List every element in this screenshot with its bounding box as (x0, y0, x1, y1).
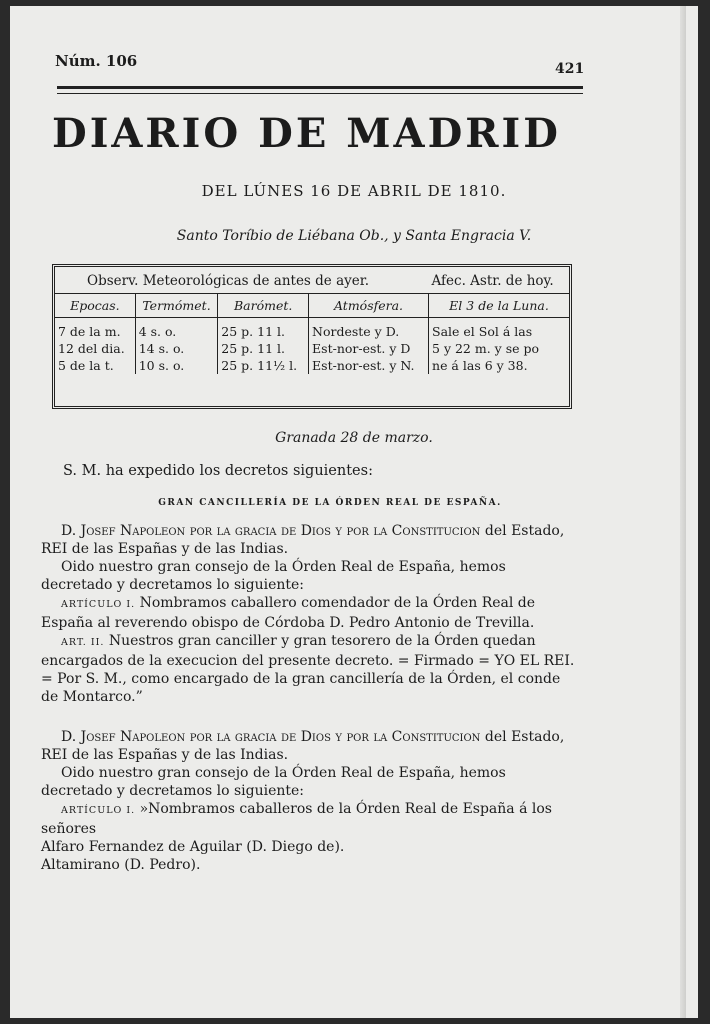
cell: Est-nor-est. y D (309, 340, 429, 357)
table-row (55, 357, 569, 374)
cell: Nordeste y D. (309, 318, 429, 341)
weather-table (52, 264, 572, 409)
page-number: 421 (555, 61, 585, 77)
weather-header-row (55, 294, 569, 318)
astro-caption: Afec. Astr. de hoy. (429, 267, 569, 294)
thick-rule (57, 86, 583, 89)
decree-lead: D. Josef Napoleon por la gracia de Dios y por la Constitucion (61, 729, 481, 745)
masthead-title: DIARIO DE MADRID (52, 110, 561, 157)
issue-date: DEL LÚNES 16 DE ABRIL DE 1810. (201, 182, 507, 200)
decree-paragraph: Oido nuestro gran consejo de la Órden Real de España, hemos decretado y decretamos lo siguiente: (41, 559, 506, 593)
cell: Est-nor-est. y N. (309, 357, 429, 374)
newspaper-page (10, 6, 698, 1018)
article-body (41, 462, 579, 874)
cell: 7 de la m. (55, 318, 135, 341)
decree-lead-rest: del Estado, REI de las Españas y de las Indias. (41, 729, 565, 763)
article-paragraph (41, 594, 579, 632)
decree-heading (41, 728, 579, 764)
list-item: Alfaro Fernandez de Aguilar (D. Diego de). (41, 839, 345, 855)
issue-number: Núm. 106 (55, 52, 138, 70)
order-heading: GRAN CANCILLERÍA DE LA ÓRDEN REAL DE ESPAÑA. (158, 498, 502, 508)
col-epocas: Epocas. (55, 294, 135, 318)
cell: 25 p. 11½ l. (218, 357, 309, 374)
weather-caption-row (55, 267, 569, 294)
col-termometro: Termómet. (135, 294, 218, 318)
weather-caption: Observ. Meteorológicas de antes de ayer. (55, 267, 429, 294)
article-text: Nombramos caballero comendador de la Órden Real de España al reverendo obispo de Córdoba D. Pedro Antonio de Trevilla. (41, 595, 536, 631)
saints-of-day: Santo Toríbio de Liébana Ob., y Santa Engracia V. (176, 228, 532, 244)
paragraph-gap (41, 706, 579, 728)
cell: 10 s. o. (135, 357, 218, 374)
cell: 25 p. 11 l. (218, 340, 309, 357)
cell: 25 p. 11 l. (218, 318, 309, 341)
article-text: Nuestros gran canciller y gran tesorero de la Órden quedan encargados de la execucion del presente decreto. = Firmado = YO EL REI. = Por S. M., como encargado de la gran cancillería de la Órden, el conde de Montarco.” (41, 633, 575, 705)
col-atmosfera: Atmósfera. (309, 294, 429, 318)
article-label: ART. II. (61, 637, 105, 648)
cell: 5 y 22 m. y se po (432, 341, 540, 356)
cell: 12 del dia. (55, 340, 135, 357)
intro-line: S. M. ha expedido los decretos siguientes: (63, 463, 373, 479)
cell: 4 s. o. (135, 318, 218, 341)
table-row (55, 340, 569, 357)
dateline: Granada 28 de marzo. (275, 430, 433, 446)
col-luna: El 3 de la Luna. (429, 294, 569, 318)
article-text: »Nombramos caballeros de la Órden Real de España á los señores (41, 801, 552, 837)
cell: Sale el Sol á las (432, 324, 533, 339)
thin-rule (57, 93, 583, 94)
decree-heading (41, 522, 579, 558)
page-edge-shadow (680, 6, 686, 1018)
cell: ne á las 6 y 38. (432, 358, 528, 373)
cell: 5 de la t. (55, 357, 135, 374)
list-item: Altamirano (D. Pedro). (41, 857, 201, 873)
table-row (55, 318, 569, 341)
decree-lead-rest: del Estado, REI de las Españas y de las Indias. (41, 523, 565, 557)
article-paragraph (41, 800, 579, 838)
article-label: ARTÍCULO I. (61, 805, 136, 816)
decree-lead: D. Josef Napoleon por la gracia de Dios y por la Constitucion (61, 523, 481, 539)
article-label: ARTÍCULO I. (61, 599, 136, 610)
cell: 14 s. o. (135, 340, 218, 357)
decree-paragraph: Oido nuestro gran consejo de la Órden Real de España, hemos decretado y decretamos lo siguiente: (41, 765, 506, 799)
article-paragraph (41, 632, 579, 706)
col-barometro: Barómet. (218, 294, 309, 318)
